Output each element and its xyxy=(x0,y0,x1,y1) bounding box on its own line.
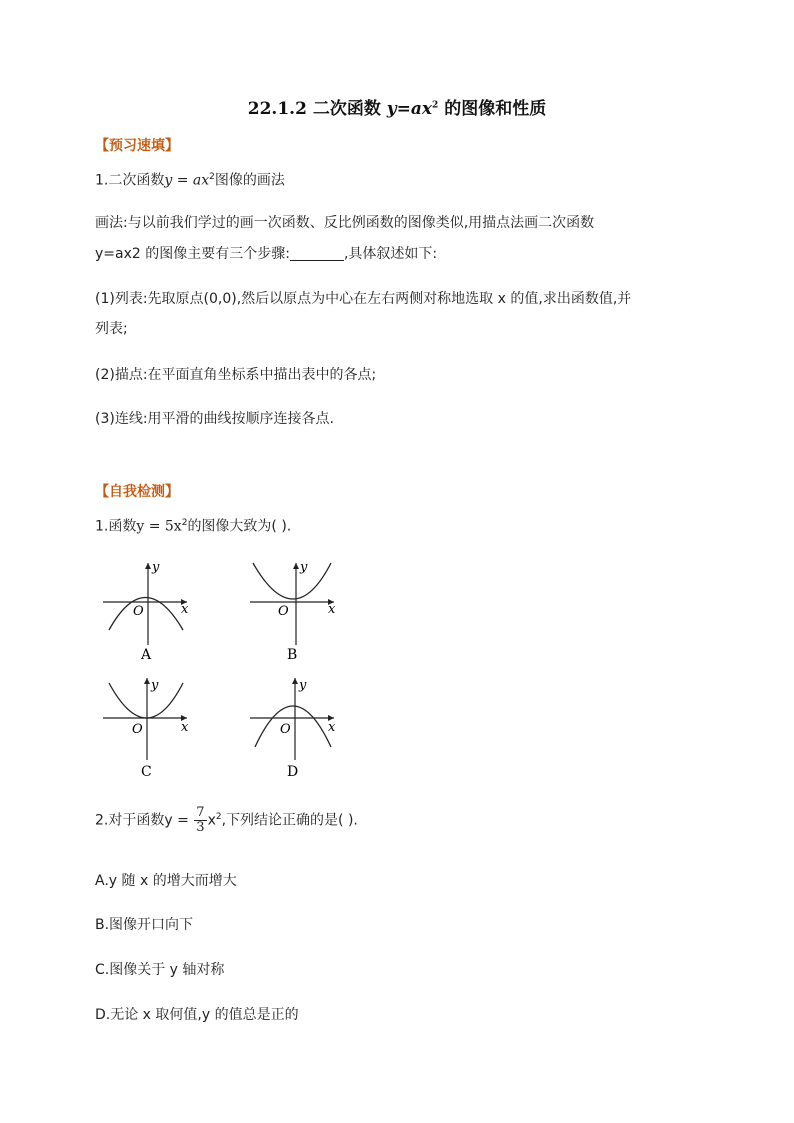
graph-c-label: C xyxy=(141,764,152,780)
selftest-section-heading: 【自我检测】 xyxy=(95,484,179,500)
option-b[interactable]: B.图像开口向下 xyxy=(95,917,194,933)
selftest-q1-suffix: 的图像大致为( ). xyxy=(187,518,292,535)
selftest-q2-exponent: 2 xyxy=(215,812,222,822)
selftest-q1-formula: y = 5x xyxy=(136,518,182,535)
method-line-1: 画法:与以前我们学过的画一次函数、反比例函数的图像类似,用描点法画二次函数 xyxy=(95,215,595,231)
fraction-numerator: 7 xyxy=(196,805,205,821)
preview-q1-suffix: 图像的画法 xyxy=(214,172,285,189)
title-exponent: 2 xyxy=(432,100,439,111)
title-suffix: 的图像和性质 xyxy=(438,99,547,119)
graph-a-y-label: y xyxy=(152,560,160,575)
graph-d xyxy=(250,678,336,780)
graph-b-y-label: y xyxy=(300,560,308,575)
parabola-graphs xyxy=(95,555,355,785)
page-title xyxy=(0,94,794,119)
graph-d-origin-label: O xyxy=(280,722,291,737)
preview-q1-exponent: 2 xyxy=(209,172,215,182)
method-line-2 xyxy=(95,243,437,265)
answer-blank[interactable] xyxy=(290,246,344,261)
method-line-2-suffix: ,具体叙述如下: xyxy=(343,246,438,262)
title-prefix: 22.1.2 二次函数 xyxy=(247,99,387,119)
graph-d-label: D xyxy=(287,764,299,780)
graph-a-label: A xyxy=(141,647,152,663)
graph-b-origin-label: O xyxy=(278,604,289,619)
selftest-q1-prefix: 1.函数 xyxy=(95,518,137,535)
graph-c-x-label: x xyxy=(181,720,189,735)
selftest-q1-exponent: 2 xyxy=(181,518,188,528)
title-formula: y=ax xyxy=(386,99,433,119)
preview-q1-prefix: 1.二次函数 xyxy=(95,172,165,189)
selftest-q1 xyxy=(95,512,291,538)
graph-c-y-label: y xyxy=(151,678,159,693)
graph-b xyxy=(250,560,336,663)
graph-d-y-label: y xyxy=(299,678,307,693)
selftest-q2-variable: x xyxy=(207,812,216,829)
preview-q1 xyxy=(95,166,285,192)
selftest-q2-formula: y = xyxy=(164,812,194,829)
graph-c xyxy=(103,678,189,780)
selftest-q2 xyxy=(95,806,358,835)
option-a[interactable]: A.y 随 x 的增大而增大 xyxy=(95,873,237,889)
option-d[interactable]: D.无论 x 取何值,y 的值总是正的 xyxy=(95,1007,299,1023)
graph-d-x-label: x xyxy=(328,720,336,735)
selftest-q2-prefix: 2.对于函数 xyxy=(95,812,165,829)
graph-c-origin-label: O xyxy=(132,722,143,737)
graph-a xyxy=(103,560,189,663)
preview-section-heading: 【预习速填】 xyxy=(95,138,179,154)
option-c[interactable]: C.图像关于 y 轴对称 xyxy=(95,962,225,978)
preview-q1-formula: y = ax xyxy=(164,172,210,189)
graph-b-label: B xyxy=(287,647,298,663)
graph-a-x-label: x xyxy=(181,602,189,617)
step3-text: (3)连线:用平滑的曲线按顺序连接各点. xyxy=(95,411,334,427)
step1-line-2: 列表; xyxy=(95,321,128,337)
step2-text: (2)描点:在平面直角坐标系中描出表中的各点; xyxy=(95,367,377,383)
method-line-2-prefix: y=ax2 的图像主要有三个步骤: xyxy=(95,246,290,262)
fraction-denominator: 3 xyxy=(196,820,205,836)
graph-a-origin-label: O xyxy=(133,604,144,619)
graph-b-x-label: x xyxy=(328,602,336,617)
selftest-q2-suffix: ,下列结论正确的是( ). xyxy=(221,812,358,829)
step1-line-1: (1)列表:先取原点(0,0),然后以原点为中心在左右两侧对称地选取 x 的值,求出函数值,并 xyxy=(95,291,632,307)
fraction-seven-thirds xyxy=(194,806,206,835)
